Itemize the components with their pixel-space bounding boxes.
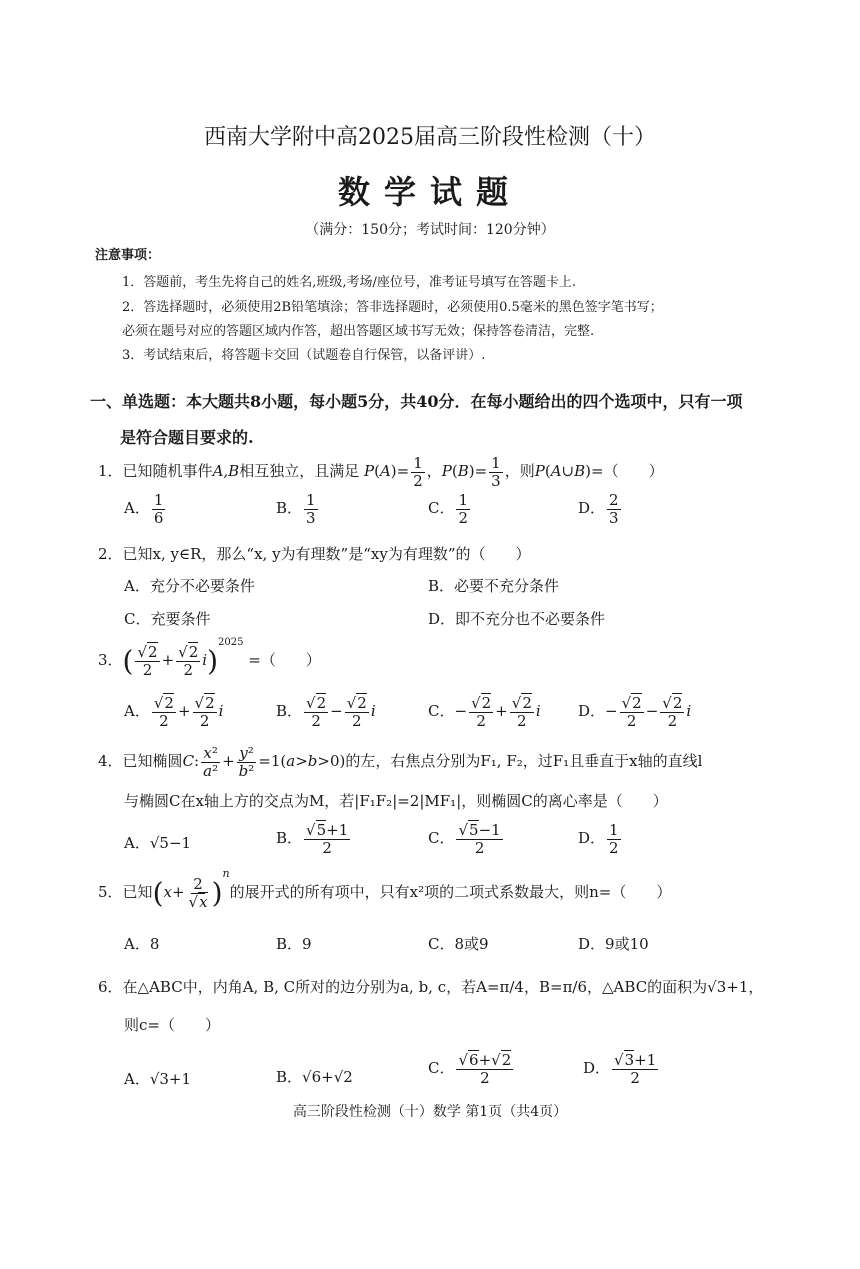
q6-option-a: A．√3+1 [124,1070,192,1088]
q5-option-c: C．8或9 [428,935,489,953]
q2-option-b: B．必要不充分条件 [428,577,560,595]
question-1-stem: 1．已知随机事件A,B相互独立，且满足 P(A)= $\frac{1}{2}$ ，P(B)= $\frac{1}{3}$ ，则P(A∪B)=（ ） [98,454,664,490]
question-text: 则 [519,462,535,480]
section-heading: 一、单选题：本大题共8小题，每小题5分，共40分．在每小题给出的四个选项中，只有一项 [90,392,743,411]
note-item: 2．答选择题时，必须使用2B铅笔填涂；答非选择题时，必须使用0.5毫米的黑色签字笔书写； [122,300,663,315]
q4-option-b: B． $\frac{√5+1}{2}$ [276,821,349,857]
q5-option-d: D．9或10 [578,935,649,953]
q1-option-b: B． $\frac{1}{3}$ [276,491,316,527]
q3-option-b: B． $\frac{√2}{2}$ − $\frac{√2}{2}$ i [276,694,376,730]
question-text: =（ ） [591,462,664,480]
q3-option-c: C．− $\frac{√2}{2}$ + $\frac{√2}{2}$ i [428,694,541,730]
q4-option-d: D． $\frac{1}{2}$ [578,821,619,857]
question-text: A,B [212,462,240,480]
exam-title: 西南大学附中高2025届高三阶段性检测（十） [204,125,656,150]
q4-option-a: A．√5−1 [124,834,192,852]
section-heading-cont: 是符合题目要求的. [120,428,254,447]
notes-heading: 注意事项： [95,248,161,263]
note-item: 1．答题前，考生先将自己的姓名,班级,考场/座位号，准考证号填写在答题卡上. [122,275,577,290]
exam-subject: 数学试题 [337,173,522,211]
q6-option-c: C． $\frac{√6+√2}{2}$ [428,1051,512,1087]
q1-option-a: A． $\frac{1}{6}$ [124,491,164,527]
question-6-stem: 6．在△ABC中，内角A, B, C所对的边分别为a, b, c，若A=π/4，B=π/6，△ABC的面积为√3+1， [98,978,764,996]
page-footer: 高三阶段性检测（十）数学 第1页（共4页） [292,1104,568,1120]
question-text: 已知随机事件 [122,462,213,480]
q2-option-a: A．充分不必要条件 [124,577,255,595]
question-text: 相互独立，且满足 [239,462,360,480]
q1-option-d: D． $\frac{2}{3}$ [578,491,619,527]
note-item: 必须在题号对应的答题区域内作答，超出答题区域书写无效；保持答卷清洁，完整. [122,324,595,339]
q6-option-b: B．√6+√2 [276,1068,353,1086]
question-2-stem: 2．已知x, y∈R，那么“x, y为有理数”是“xy为有理数”的（ ） [98,545,531,563]
question-4-stem: 4．已知椭圆C: $\frac{\text{x²}}{\text{a²}}$ + $\frac{\text{y²}}{\text{b²}}$ =1(a>b>0)的左，右焦点分别为F₁, F₂，过F₁且垂直于x轴的直线l [98,744,703,780]
q6-option-d: D． $\frac{√3+1}{2}$ [583,1051,657,1087]
note-item: 3．考试结束后，将答题卡交回（试题卷自行保管，以备评讲）. [122,348,486,363]
q3-option-d: D．− $\frac{√2}{2}$ − $\frac{√2}{2}$ i [578,694,692,730]
q5-option-b: B．9 [276,935,312,953]
score-time-line: （满分：150分；考试时间：120分钟） [305,222,555,238]
question-5-stem: 5．已知(x+ $\frac{2}{√x}$ )$^n$的展开式的所有项中，只有x²项的二项式系数最大，则n=（ ） [98,867,672,911]
question-3-stem: 3．( $\frac{√2}{2}$ + $\frac{√2}{2}$ i)$^{2025}$ =（ ） [98,637,321,679]
question-number: 1． [98,462,123,480]
q2-option-c: C．充要条件 [124,610,211,628]
q5-option-a: A．8 [124,935,160,953]
q4-option-c: C． $\frac{√5-1}{2}$ [428,821,501,857]
q2-option-d: D．即不充分也不必要条件 [428,610,606,628]
question-6-stem-cont: 则c=（ ） [124,1016,220,1034]
q3-option-a: A． $\frac{√2}{2}$ + $\frac{√2}{2}$ i [124,694,224,730]
q1-option-c: C． $\frac{1}{2}$ [428,491,469,527]
question-4-stem-cont: 与椭圆C在x轴上方的交点为M，若|F₁F₂|=2|MF₁|，则椭圆C的离心率是（ ） [124,792,668,810]
